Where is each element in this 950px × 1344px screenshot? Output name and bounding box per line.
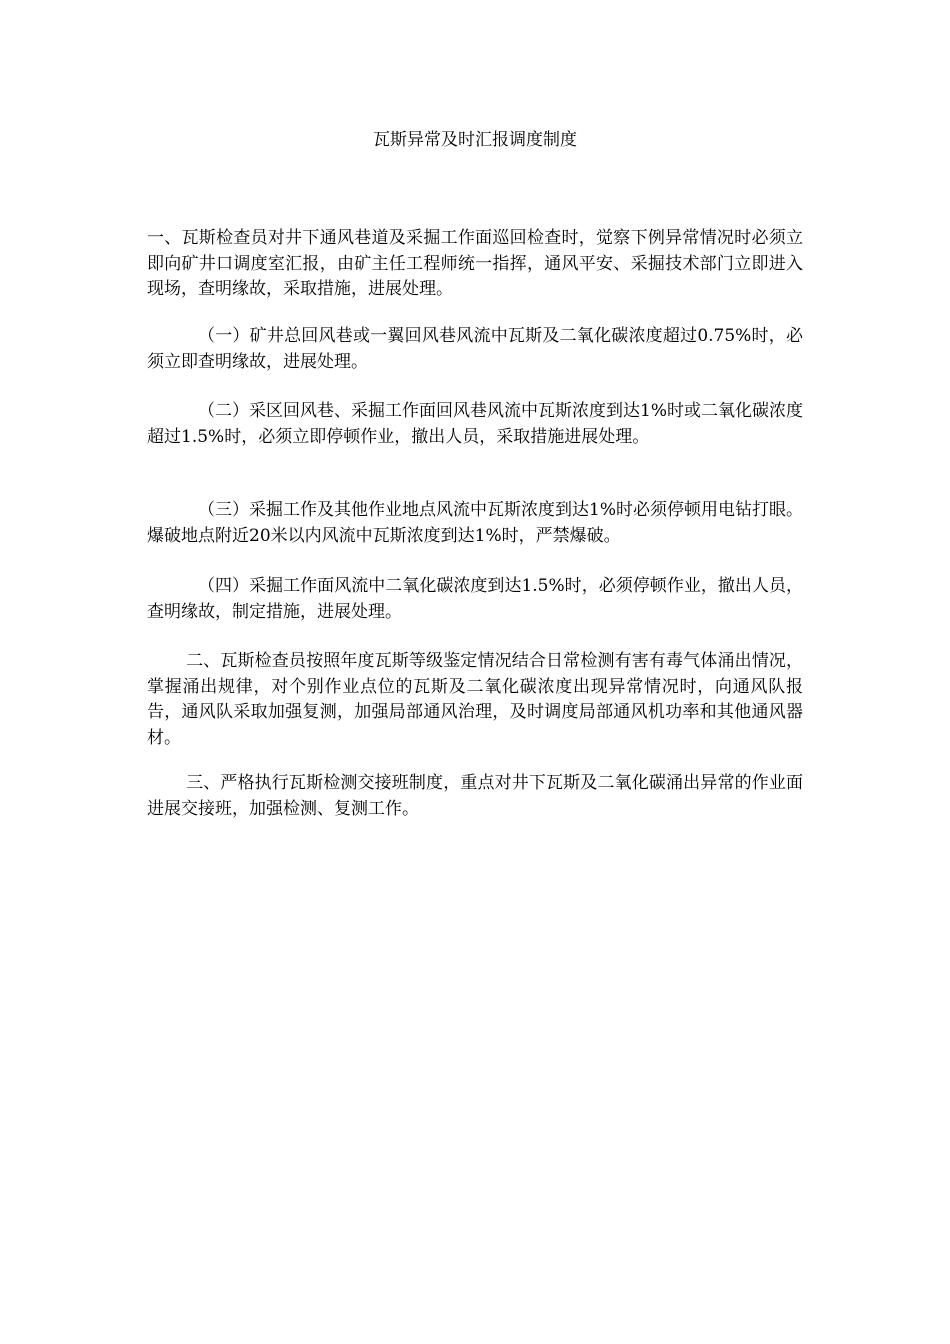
document-title: 瓦斯异常及时汇报调度制度	[373, 130, 577, 150]
paragraph-1: 一、瓦斯检查员对井下通风巷道及采掘工作面巡回检查时，觉察下例异常情况时必须立即向矿井口调度室汇报，由矿主任工程师统一指挥，通风平安、采掘技术部门立即进入现场，查明缘故，采取措施，进展处理。	[147, 228, 803, 299]
paragraph-item-2: （二）采区回风巷、采掘工作面回风巷风流中瓦斯浓度到达1%时或二氧化碳浓度超过1.5%时，必须立即停顿作业，撤出人员，采取措施进展处理。	[147, 401, 803, 447]
paragraph-2: 二、瓦斯检查员按照年度瓦斯等级鉴定情况结合日常检测有害有毒气体涌出情况，掌握涌出规律，对个别作业点位的瓦斯及二氧化碳浓度出现异常情况时，向通风队报告，通风队采取加强复测，加强局部通风治理，及时调度局部通风机功率和其他通风器材。	[147, 651, 803, 748]
paragraph-item-4: （四）采掘工作面风流中二氧化碳浓度到达1.5%时，必须停顿作业，撤出人员，查明缘故，制定措施，进展处理。	[147, 576, 803, 622]
paragraph-item-1: （一）矿井总回风巷或一翼回风巷风流中瓦斯及二氧化碳浓度超过0.75%时，必须立即查明缘故，进展处理。	[147, 326, 803, 372]
paragraph-3: 三、严格执行瓦斯检测交接班制度，重点对井下瓦斯及二氧化碳涌出异常的作业面进展交接班，加强检测、复测工作。	[147, 773, 803, 819]
paragraph-item-3: （三）采掘工作及其他作业地点风流中瓦斯浓度到达1%时必须停顿用电钻打眼。爆破地点附近20米以内风流中瓦斯浓度到达1%时，严禁爆破。	[147, 500, 803, 546]
